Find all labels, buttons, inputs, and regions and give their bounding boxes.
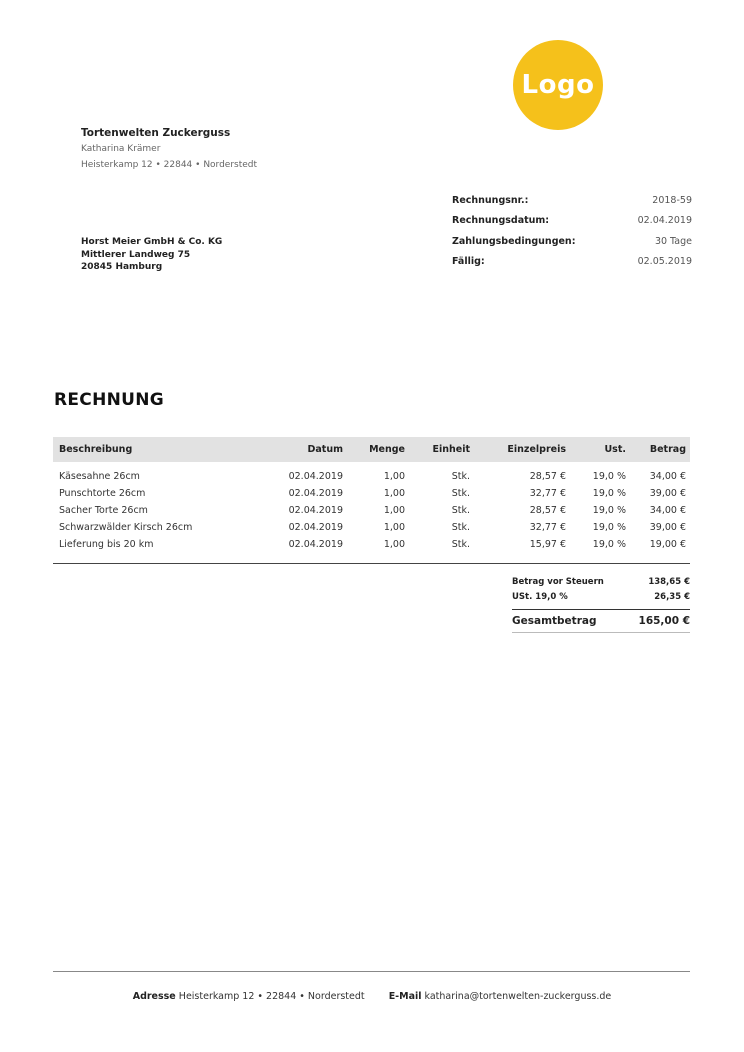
cell-unit: Stk. — [451, 539, 470, 550]
cell-quantity: 1,00 — [383, 539, 405, 550]
cell-date: 02.04.2019 — [288, 471, 343, 482]
meta-value: 02.04.2019 — [637, 215, 692, 227]
meta-value: 02.05.2019 — [637, 256, 692, 268]
sender-name: Katharina Krämer — [81, 144, 161, 154]
cell-date: 02.04.2019 — [288, 488, 343, 499]
cell-tax: 19,0 % — [592, 488, 626, 499]
company-logo — [513, 40, 603, 130]
cell-quantity: 1,00 — [383, 522, 405, 533]
cell-description: Sacher Torte 26cm — [59, 505, 148, 516]
cell-tax: 19,0 % — [592, 471, 626, 482]
grand-total-label: Gesamtbetrag — [512, 615, 597, 627]
tax-amount-label: USt. 19,0 % — [512, 592, 568, 603]
header-tax: Ust. — [604, 444, 626, 455]
header-unit-price: Einzelpreis — [507, 444, 566, 455]
sender-block — [81, 125, 257, 173]
sender-company: Tortenwelten Zuckerguss — [81, 127, 231, 139]
meta-label: Zahlungsbedingungen: — [452, 235, 576, 247]
cell-unit-price: 15,97 € — [529, 539, 566, 550]
grand-total-row — [512, 610, 690, 632]
cell-unit-price: 28,57 € — [529, 471, 566, 482]
net-amount-value: 138,65 € — [648, 576, 690, 587]
cell-tax: 19,0 % — [592, 522, 626, 533]
meta-label: Fällig: — [452, 256, 485, 268]
cell-amount: 19,00 € — [649, 539, 686, 550]
meta-value: 30 Tage — [654, 235, 692, 247]
cell-quantity: 1,00 — [383, 505, 405, 516]
recipient-line-3: 20845 Hamburg — [81, 262, 163, 272]
header-quantity: Menge — [369, 444, 405, 455]
footer-divider — [53, 971, 690, 972]
meta-row-due-date — [452, 252, 692, 273]
totals-block — [512, 574, 690, 633]
recipient-line-2: Mittlerer Landweg 75 — [81, 249, 191, 260]
cell-unit: Stk. — [451, 505, 470, 516]
meta-row-invoice-number — [452, 190, 692, 211]
cell-amount: 34,00 € — [649, 505, 686, 516]
table-row — [53, 502, 690, 519]
table-row — [53, 536, 690, 553]
cell-unit: Stk. — [451, 471, 470, 482]
net-amount-row — [512, 574, 690, 590]
cell-description: Lieferung bis 20 km — [59, 539, 154, 550]
footer-address-label: Adresse — [132, 991, 176, 1002]
table-row — [53, 468, 690, 485]
recipient-line-1: Horst Meier GmbH & Co. KG — [81, 237, 223, 247]
header-amount: Betrag — [649, 444, 686, 455]
net-amount-label: Betrag vor Steuern — [512, 576, 604, 587]
tax-amount-value: 26,35 € — [654, 592, 690, 603]
cell-quantity: 1,00 — [383, 471, 405, 482]
cell-unit-price: 32,77 € — [529, 522, 566, 533]
cell-description: Schwarzwälder Kirsch 26cm — [59, 522, 193, 533]
cell-tax: 19,0 % — [592, 505, 626, 516]
table-row — [53, 519, 690, 536]
cell-description: Punschtorte 26cm — [59, 488, 146, 499]
logo-text: Logo — [521, 70, 595, 100]
header-date: Datum — [307, 444, 343, 455]
footer-email-label: E-Mail — [388, 991, 422, 1002]
cell-amount: 39,00 € — [649, 488, 686, 499]
footer — [0, 991, 744, 1002]
invoice-meta — [452, 190, 692, 272]
cell-unit-price: 32,77 € — [529, 488, 566, 499]
header-unit: Einheit — [432, 444, 470, 455]
document-title: RECHNUNG — [54, 390, 165, 410]
cell-unit: Stk. — [451, 522, 470, 533]
table-divider — [53, 563, 690, 564]
meta-label: Rechnungsnr.: — [452, 194, 529, 206]
sender-address: Heisterkamp 12 • 22844 • Norderstedt — [81, 160, 258, 170]
cell-amount: 39,00 € — [649, 522, 686, 533]
cell-unit: Stk. — [451, 488, 470, 499]
header-description: Beschreibung — [59, 444, 133, 455]
cell-date: 02.04.2019 — [288, 539, 343, 550]
table-header — [53, 437, 690, 462]
items-table — [53, 437, 690, 553]
cell-tax: 19,0 % — [592, 539, 626, 550]
cell-unit-price: 28,57 € — [529, 505, 566, 516]
tax-amount-row — [512, 590, 690, 606]
footer-email-value: katharina@tortenwelten-zuckerguss.de — [424, 991, 612, 1002]
cell-date: 02.04.2019 — [288, 505, 343, 516]
table-row — [53, 485, 690, 502]
meta-value: 2018-59 — [652, 194, 692, 206]
cell-date: 02.04.2019 — [288, 522, 343, 533]
totals-bottom-divider — [512, 632, 690, 633]
cell-description: Käsesahne 26cm — [59, 471, 140, 482]
cell-quantity: 1,00 — [383, 488, 405, 499]
meta-row-payment-terms — [452, 231, 692, 252]
cell-amount: 34,00 € — [649, 471, 686, 482]
footer-address-value: Heisterkamp 12 • 22844 • Norderstedt — [178, 991, 365, 1002]
meta-label: Rechnungsdatum: — [452, 215, 550, 227]
recipient-block — [81, 236, 222, 274]
meta-row-invoice-date — [452, 211, 692, 232]
table-body — [53, 462, 690, 553]
grand-total-value: 165,00 € — [638, 615, 690, 627]
